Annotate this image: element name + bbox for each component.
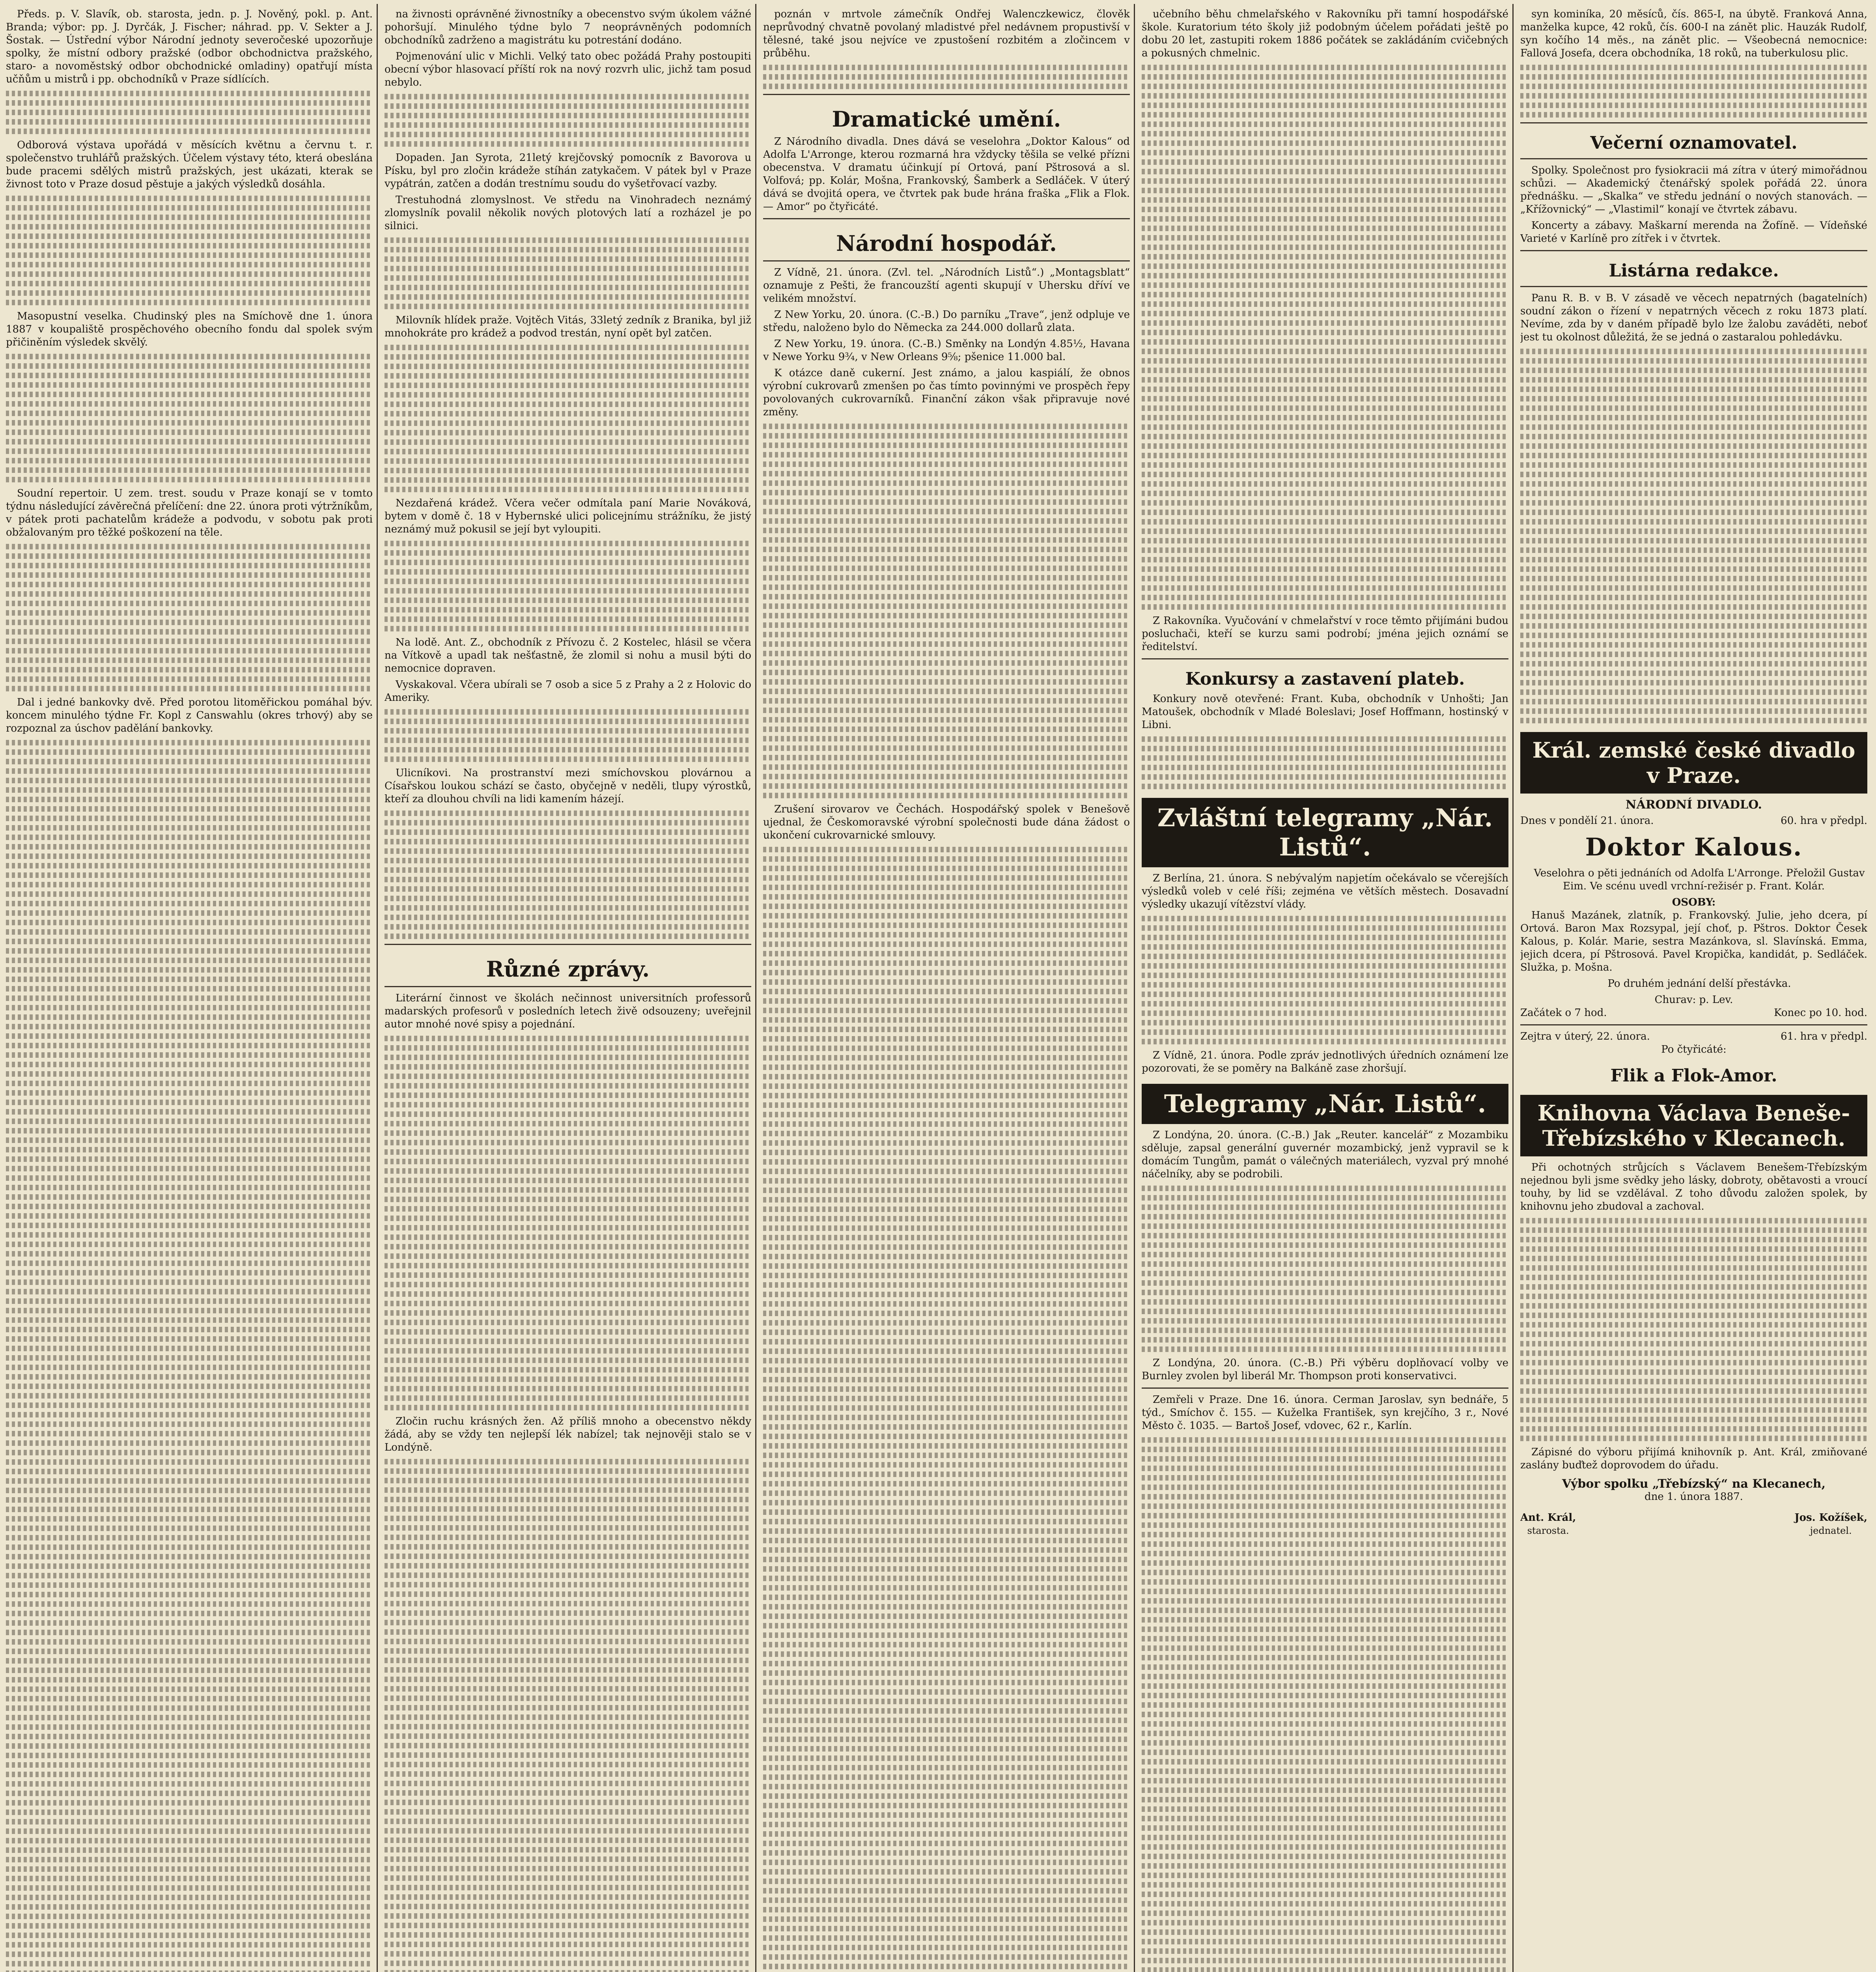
text-block xyxy=(763,847,1130,1972)
signature-left xyxy=(1520,1511,1576,1537)
section-divider xyxy=(763,218,1130,219)
program-times xyxy=(1520,1007,1867,1020)
signature-role: starosta. xyxy=(1527,1525,1569,1536)
text-block xyxy=(1520,1218,1867,1441)
program-line xyxy=(1520,1030,1867,1043)
committee-date: dne 1. února 1887. xyxy=(1645,1491,1743,1503)
article-paragraph: Z Národního divadla. Dnes dává se veselohra „Doktor Kalous“ od Adolfa L'Arronge, kterou rozmarná hra vždycky těšila se velké přízni obecenstva. V dramatu účinkují pí Ortová, paní Pštrosová a sl. Volfová; pp. Kolár, Mošna, Frankovský, Šamberk a Sedláček. V úterý dává se dvojitá opera, ve čtvrtek pak bude hrána fraška „Flik a Flok. — Amor“ po čtyřicáté. xyxy=(763,136,1130,213)
article-paragraph: Nezdařená krádež. Včera večer odmítala paní Marie Nováková, bytem v domě č. 18 v Hybernské ulici policejnímu strážníku, že jistý neznámý muž pokusil se její byt vyloupiti. xyxy=(385,497,751,535)
article-paragraph: Konkury nově otevřené: Frant. Kuba, obchodník v Unhošti; Jan Matoušek, obchodník v Mladé Boleslavi; Josef Hoffmann, hostinský v Libni. xyxy=(1142,693,1508,731)
text-block xyxy=(1520,65,1867,118)
article-paragraph: Z Vídně, 21. února. (Zvl. tel. „Národních Listů“.) „Montagsblatt“ oznamuje z Pešti, že francouzští agenti skupují v Uhersku dříví ve velikém množství. xyxy=(763,267,1130,304)
column-1 xyxy=(6,8,373,1972)
text-block xyxy=(1142,736,1508,789)
text-block xyxy=(385,94,751,147)
column-5 xyxy=(1520,8,1867,1972)
text-block xyxy=(6,354,373,482)
section-heading-ruzne-zpravy: Různé zprávy. xyxy=(486,956,650,982)
article-paragraph: Z Vídně, 21. února. Podle zpráv jednotlivých úředních oznámení lze pozorovati, že se poměry na Balkáně zase zhoršují. xyxy=(1142,1049,1508,1074)
play-title: Flik a Flok-Amor. xyxy=(1610,1066,1777,1086)
program-line xyxy=(1520,814,1867,827)
column-divider xyxy=(1134,4,1135,1972)
play-title: Doktor Kalous. xyxy=(1585,833,1803,861)
section-divider xyxy=(1520,1024,1867,1025)
banner-zemske-divadlo: Král. zemské české divadlo v Praze. xyxy=(1520,732,1867,794)
committee-title: Výbor spolku „Třebízský“ na Klecanech, xyxy=(1562,1477,1826,1491)
article-paragraph: Literární činnost ve školách nečinnost universitních professorů madarských profesorů v posledních letech živě odsouzeny; uveřejnil autor mnohé nové spisy a pojednání. xyxy=(385,992,751,1030)
start-time: Začátek o 7 hod. xyxy=(1520,1007,1607,1019)
article-paragraph: Odborová výstava upořádá v měsících květnu a červnu t. r. společenstvo truhlářů pražských. Účelem výstavy této, která obeslána bude pracemi sdělých mistrů pražských, jest ukázati, kterak se živnost toto v Praze dosud pěstuje a jakých výsledků dosáhla. xyxy=(6,139,373,190)
text-block xyxy=(1142,1186,1508,1352)
text-block xyxy=(385,345,751,492)
section-divider xyxy=(1142,1387,1508,1389)
article-paragraph: poznán v mrtvole zámečník Ondřej Walenczkewicz, člověk neprůvodný chvatně povolaný mladistvé přel nedávnem propustivší v tělesné, také jsou nejvíce ve zpustošení rozbitém a zločincem v průběhu. xyxy=(763,8,1130,59)
signature-role: jednatel. xyxy=(1810,1525,1852,1536)
column-divider xyxy=(1512,4,1514,1972)
cast-list: Hanuš Mazánek, zlatník, p. Frankovský. Julie, jeho dcera, pí Ortová. Baron Max Rozsypal, její choť, p. Pštros. Doktor Česek Kalous, p. Kolár. Marie, sestra Mazánkova, sl. Slavínská. Emma, jejich dcera, pí Pštrosová. Pavel Kropička, kandidát, p. Sedláček. Služka, p. Mošna. xyxy=(1520,909,1867,973)
section-divider xyxy=(385,986,751,987)
text-block xyxy=(385,1459,751,1972)
article-paragraph: Z Londýna, 20. února. (C.-B.) Jak „Reuter. kancelář“ z Mozambiku sděluje, zapsal generální guvernér mozambický, jenž vypravil se k domácím Tungům, památ o válečných materiálech, vyzval prý mnohé náčelníky, aby se podrobili. xyxy=(1142,1129,1508,1180)
article-paragraph: na živnosti oprávněné živnostníky a obecenstvo svým úkolem vážné pohoršují. Minulého týdne bylo 7 neoprávněných podomních obchodníků zadrženo a magistrátu ku potrestání dodáno. xyxy=(385,8,751,46)
article-paragraph: Ulicníkovi. Na prostranství mezi smíchovskou plovárnou a Císařskou loukou schází se často, obyčejně v neděli, tlupy výrostků, kteří za dlouhou chvíli na lidi kamením házejí. xyxy=(385,767,751,805)
article-paragraph: Dal i jedné bankovky dvě. Před porotou litoměřickou pomáhal býv. koncem minulého týdne Fr. Kopl z Canswahlu (okres trhový) aby se rozpoznal za úschov padělání bankovky. xyxy=(6,697,373,734)
text-block xyxy=(385,810,751,939)
section-heading-konkursy: Konkursy a zastavení plateb. xyxy=(1185,669,1465,689)
section-heading-listarna-redakce: Listárna redakce. xyxy=(1609,261,1779,281)
text-block xyxy=(6,740,373,1972)
text-block xyxy=(385,237,751,309)
banner-zvlastni-telegramy: Zvláštní telegramy „Nár. Listů“. xyxy=(1142,798,1508,867)
theatre-subtitle: NÁRODNÍ DIVADLO. xyxy=(1626,798,1762,812)
article-paragraph: Koncerty a zábavy. Maškarní merenda na Žofíně. — Vídeňské Varieté v Karlíně pro zítřek i v čtvrtek. xyxy=(1520,220,1867,245)
program-note: Po čtyřicáté: xyxy=(1661,1044,1727,1055)
play-description: Veselohra o pěti jednáních od Adolfa L'Arronge. Přeložil Gustav Eim. Ve scénu uvedl vrchní-režisér p. Frant. Kolár. xyxy=(1534,867,1865,892)
article-paragraph: Na lodě. Ant. Z., obchodník z Přívozu č. 2 Kostelec, hlásil se včera na Vítkově a upadl tak nešťastně, že zlomil si nohu a musil býti do nemocnice dopraven. xyxy=(385,637,751,674)
article-paragraph: Zločin ruchu krásných žen. Až příliš mnoho a obecenstvo někdy žádá, aby se vždy ten nejlepší lék nabízel; tak nejnověji stalo se v Londýně. xyxy=(385,1416,751,1453)
section-divider xyxy=(1520,250,1867,251)
column-2 xyxy=(385,8,751,1972)
program-date: Zejtra v úterý, 22. února. xyxy=(1520,1031,1650,1042)
article-paragraph: Dopaden. Jan Syrota, 21letý krejčovský pomocník z Bavorova u Písku, byl pro zločin krádeže stíhán zatykačem. V pátek byl v Praze vypátrán, zatčen a dodán trestnímu soudu do vyšetřovací vazby. xyxy=(385,152,751,190)
banner-telegramy: Telegramy „Nár. Listů“. xyxy=(1142,1084,1508,1124)
article-paragraph: Zemřeli v Praze. Dne 16. února. Cerman Jaroslav, syn bednáře, 5 týd., Smíchov č. 155. — Kuželka František, syn krejčího, 3 r., Nové Město č. 1035. — Bartoš Josef, vdovec, 62 r., Karlín. xyxy=(1142,1394,1508,1432)
section-heading-dramaticke-umeni: Dramatické umění. xyxy=(832,106,1061,132)
cast-heading: OSOBY: xyxy=(1672,896,1716,908)
article-paragraph: K otázce daně cukerní. Jest známo, a jalou kaspiálí, že obnos výrobní cukrovarů zmenšen po čas tímto povinnými ve prospěch řepy povolovaných cukrovarníků. Finanční zákon však připravuje nové změny. xyxy=(763,367,1130,418)
column-divider xyxy=(755,4,756,1972)
section-heading-narodni-hospodar: Národní hospodář. xyxy=(836,231,1057,256)
article-paragraph: Masopustní veselka. Chudinský ples na Smíchově dne 1. února 1887 v koupaliště prospěchového obecního fondu dal spolek svým přičiněním výsledek skvělý. xyxy=(6,310,373,348)
article-paragraph: Předs. p. V. Slavík, ob. starosta, jedn. p. J. Nověný, pokl. p. Ant. Branda; výbor: pp. J. Dyrčák, J. Fischer; náhrad. pp. V. Sekter a J. Šostak. — Ústřední výbor Národní jednoty severočeské upozorňuje spolky, že místní odbory pražské (odbor obchodnictva pražského, staro- a novoměstský odbor obchodnické omladiny) opatřují místa učňům u mistrů i pp. obchodníků v Praze sídlících. xyxy=(6,8,373,85)
article-paragraph: Z New Yorku, 20. února. (C.-B.) Do parníku „Trave“, jenž odpluje ve středu, naloženo bylo do Německa za 244.000 dollarů zlata. xyxy=(763,309,1130,334)
article-paragraph: učebního běhu chmelařského v Rakovníku při tamní hospodářské škole. Kuratorium této školy již podobným účelem pořádati ještě po dobu 20 let, zastupiti rokem 1886 počátek se zakládáním cvičebných a pokusných chmelnic. xyxy=(1142,8,1508,59)
text-block xyxy=(385,541,751,631)
end-time: Konec po 10. hod. xyxy=(1774,1007,1867,1019)
article-paragraph: syn kominíka, 20 měsíců, čís. 865-I, na úbytě. Franková Anna, manželka kupce, 42 roků, čís. 600-I na zánět plic. Hauzák Rudolf, syn kočího 14 měs., na zánět plic. — Všeobecná nemocnice: Fallová Josefa, dcera obchodníka, 18 roků, na tuberkulosu plic. xyxy=(1520,8,1867,59)
text-block xyxy=(1142,1437,1508,1972)
column-4 xyxy=(1142,8,1508,1972)
article-paragraph: Milovník hlídek praže. Vojtěch Vitás, 33letý zedník z Branika, byl již mnohokráte pro krádež a podvod trestán, nyní opět byl zatčen. xyxy=(385,314,751,339)
text-block xyxy=(763,424,1130,798)
article-paragraph: Zrušení sirovarov ve Čechách. Hospodářský spolek v Benešově ujednal, že Českomoravské výrobní společnosti bude dána žádost o ukončení cukrovarnické smlouvy. xyxy=(763,803,1130,841)
column-3 xyxy=(763,8,1130,1972)
signatures xyxy=(1520,1511,1867,1537)
text-block xyxy=(1142,916,1508,1044)
text-block xyxy=(385,1036,751,1410)
article-paragraph: Soudní repertoir. U zem. trest. soudu v Praze konají se v tomto týdnu následující závěrečná přelíčení: dne 22. února proti výtržníkům, v pátek proti pachatelům krádeže a podvodu, v sobotu pak proti obžalovaným pro těžké poškození na těle. xyxy=(6,487,373,538)
article-paragraph: Z New Yorku, 19. února. (C.-B.) Směnky na Londýn 4.85½, Havana v Newe Yorku 9¾, v New Orleans 9⅝; pšenice 11.000 bal. xyxy=(763,338,1130,363)
article-paragraph: Zápisné do výboru přijímá knihovník p. Ant. Král, zmiňované zaslány buďtež doprovodem do úřadu. xyxy=(1520,1446,1867,1471)
section-divider xyxy=(1520,286,1867,287)
section-divider xyxy=(763,260,1130,261)
section-divider xyxy=(1142,658,1508,659)
article-paragraph: Z Rakovníka. Vyučování v chmelařství v roce těmto přijímáni budou posluchači, kteří se kurzu sami podrobí; jména jejich oznámí se ředitelství. xyxy=(1142,615,1508,653)
text-block xyxy=(1142,65,1508,610)
article-paragraph: Při ochotných strůjcích s Václavem Benešem-Třebízským nejednou byli jsme svědky jeho lásky, dobroty, obětavosti a vroucí touhy, by lid se vzdělával. Z toho důvodu založen spolek, by knihovnu jeho zbudoval a zachoval. xyxy=(1520,1162,1867,1212)
text-block xyxy=(6,196,373,305)
program-date: Dnes v pondělí 21. února. xyxy=(1520,815,1654,827)
text-block xyxy=(1520,349,1867,723)
program-subscription: 60. hra v předpl. xyxy=(1781,815,1867,827)
article-paragraph: Pojmenování ulic v Michli. Velký tato obec požádá Prahy postoupiti obecní výbor hlasovací příští rok na nový rozvrh ulic, jichž tam posud nebylo. xyxy=(385,50,751,88)
section-divider xyxy=(763,94,1130,95)
text-block xyxy=(763,65,1130,89)
section-divider xyxy=(385,944,751,945)
signature-name: Ant. Král, xyxy=(1520,1512,1576,1524)
section-divider xyxy=(1520,158,1867,159)
article-paragraph: Panu R. B. v B. V zásadě ve věcech nepatrných (bagatelních) soudní zákon o řízení v nepatrných věcech z roku 1873 platí. Nevíme, zda by v daném případě bylo lze žalobu zaváděti, neboť jest tu okolnost důležitá, že se jedná o zastaralou pohledávku. xyxy=(1520,292,1867,343)
article-paragraph: Trestuhodná zlomyslnost. Ve středu na Vinohradech neznámý zlomyslník povalil několik nových plotových latí a rozházel je po silnici. xyxy=(385,194,751,232)
article-paragraph: Vyskakoval. Včera ubírali se 7 osob a sice 5 z Prahy a 2 z Holovic do Ameriky. xyxy=(385,679,751,704)
section-divider xyxy=(1520,122,1867,123)
signature-name: Jos. Kožíšek, xyxy=(1794,1512,1867,1524)
program-subscription: 61. hra v předpl. xyxy=(1781,1031,1867,1042)
banner-knihovna: Knihovna Václava Beneše-Třebízského v Klecanech. xyxy=(1520,1095,1867,1156)
section-heading-vecerni-oznamovatel: Večerní oznamovatel. xyxy=(1590,133,1798,153)
text-block xyxy=(385,709,751,762)
text-block xyxy=(6,544,373,691)
column-divider xyxy=(377,4,378,1972)
intermission-note: Po druhém jednání delší přestávka. xyxy=(1607,978,1791,990)
article-paragraph: Z Berlína, 21. února. S nebývalým napjetím očekávalo se včerejších výsledků voleb v celé říši; zejména ve větších městech. Dosavadní výsledky ukazují vítězství vlády. xyxy=(1142,872,1508,910)
text-block xyxy=(6,91,373,134)
cashier-note: Churav: p. Lev. xyxy=(1654,994,1733,1006)
article-paragraph: Spolky. Společnost pro fysiokracii má zítra v úterý mimořádnou schůzi. — Akademický čtenářský spolek pořádá 22. února přednášku. — „Skalka“ ve středu jednání o nových stanovách. — „Křížovnický“ — „Vlastimil“ konají ve čtvrtek zábavu. xyxy=(1520,164,1867,215)
article-paragraph: Z Londýna, 20. února. (C.-B.) Při výběru doplňovací volby ve Burnley zvolen byl liberál Mr. Thompson proti konservativci. xyxy=(1142,1357,1508,1382)
signature-right xyxy=(1794,1511,1867,1537)
